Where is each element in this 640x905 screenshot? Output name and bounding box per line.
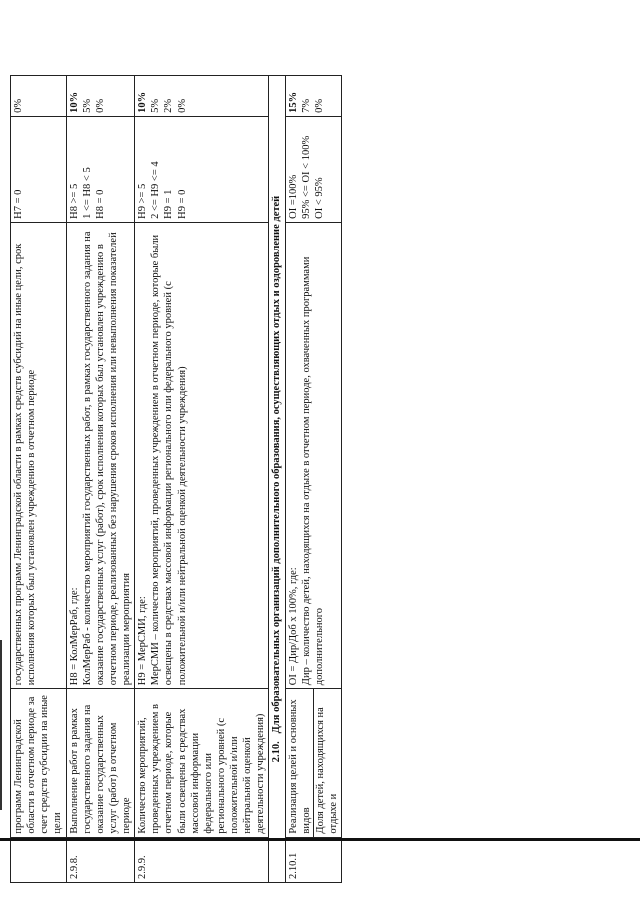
formula-cell: государственных программ Ленинградской области в рамках средств субсидий на иные цели, срок исполнения которых был установлен учреждению в отчетном периоде bbox=[11, 222, 67, 688]
criterion-cell: Выполнение работ в рамках государственного задания на оказание государственных услуг (работ) в отчетном периоде bbox=[66, 689, 135, 837]
formula-cell bbox=[285, 222, 342, 688]
score-cell bbox=[66, 76, 135, 117]
score-line: 2% bbox=[163, 98, 175, 113]
criteria-table bbox=[10, 75, 342, 883]
value-line: Н9 = 0 bbox=[176, 189, 188, 219]
score-cell bbox=[285, 76, 342, 117]
scan-edge-mark bbox=[0, 640, 2, 810]
section-title-cell bbox=[269, 76, 285, 883]
score-line: 7% bbox=[300, 98, 312, 113]
value-line: Н8 >= 5 bbox=[68, 183, 80, 219]
row-number: 2.10.1 bbox=[285, 837, 342, 882]
score-line: 15% bbox=[287, 91, 299, 113]
value-cell bbox=[285, 116, 342, 222]
formula-cell bbox=[66, 222, 135, 688]
table-row-2-9-8 bbox=[66, 76, 135, 883]
score-line: 10% bbox=[68, 91, 80, 113]
value-line: 2 <= Н9 <= 4 bbox=[150, 161, 162, 219]
value-line: ОI =100% bbox=[287, 174, 299, 219]
score-line: 0% bbox=[94, 98, 106, 113]
formula-line: Дир – количество детей, находящихся на отдыхе в отчетном периоде, охваченных программами дополнительного bbox=[300, 256, 325, 686]
table-row-previous bbox=[11, 76, 67, 883]
page-bottom-rule bbox=[0, 838, 640, 841]
formula-line: МерСМИ – количество мероприятий, проведенных учреждением в отчетном периоде, которые были освещены в средствах массовой информации регионального или федерального уровней (с положительной и/или нейтральной оценкой деятельности учреждения) bbox=[150, 234, 188, 686]
row-number bbox=[11, 837, 67, 882]
score-cell bbox=[135, 76, 269, 117]
value-line: 95% <= ОI < 100% bbox=[300, 135, 312, 219]
value-line: ОI < 95% bbox=[313, 177, 325, 219]
value-line: Н8 = 0 bbox=[94, 189, 106, 219]
score-line: 5% bbox=[81, 98, 93, 113]
criterion-cell bbox=[285, 689, 342, 837]
score-line: 10% bbox=[137, 91, 149, 113]
score-line: 0% bbox=[313, 98, 325, 113]
value-cell bbox=[66, 116, 135, 222]
value-cell: Н7 = 0 bbox=[11, 116, 67, 222]
section-header-row bbox=[269, 76, 285, 883]
score-line: 5% bbox=[150, 98, 162, 113]
criterion-text: Реализация целей и основных видов bbox=[287, 689, 314, 836]
score-line: 0% bbox=[176, 98, 188, 113]
criterion-cell: Количество мероприятий, проведенных учреждением в отчетном периоде, которые были освещены в средствах массовой информации федерального или регионального уровней (с положительной и/или нейтральной оценкой деятельности учреждения) bbox=[135, 689, 269, 837]
table-row-2-9-9 bbox=[135, 76, 269, 883]
criterion-cell: программ Ленинградской области в отчетном периоде за счет средств субсидии на иные цели bbox=[11, 689, 67, 837]
row-number: 2.9.8. bbox=[66, 837, 135, 882]
value-line: 1 <= Н8 < 5 bbox=[81, 167, 93, 219]
formula-cell bbox=[135, 222, 269, 688]
value-cell bbox=[135, 116, 269, 222]
section-number: 2.10. bbox=[271, 741, 283, 763]
section-title: Для образовательных организаций дополнительного образования, осуществляющих отдых и оздоровление детей bbox=[271, 195, 283, 734]
score-cell: 0% bbox=[11, 76, 67, 117]
formula-line: Н9 = МерСМИ, где: bbox=[137, 596, 149, 686]
formula-line: КолМерРаб - количество мероприятий государственных работ, в рамках государственного задания на оказание государственных услуг (работ), срок исполнения которых был установлен учреждению в отчетном периоде, реализованных без нарушения сроков исполнения или невыполнения показателей реализации мероприятия bbox=[81, 231, 132, 686]
formula-line: ОI = Дир/Доб х 100%, где: bbox=[287, 567, 299, 686]
value-line: Н9 >= 5 bbox=[137, 183, 149, 219]
row-number: 2.9.9. bbox=[135, 837, 269, 882]
table-row-2-10-1 bbox=[285, 76, 342, 883]
criterion-subtext: Доля детей, находящихся на отдыхе и bbox=[314, 707, 339, 834]
value-line: Н9 = 1 bbox=[163, 189, 175, 219]
formula-line: Н8 = КолМерРаб, где: bbox=[68, 587, 80, 686]
